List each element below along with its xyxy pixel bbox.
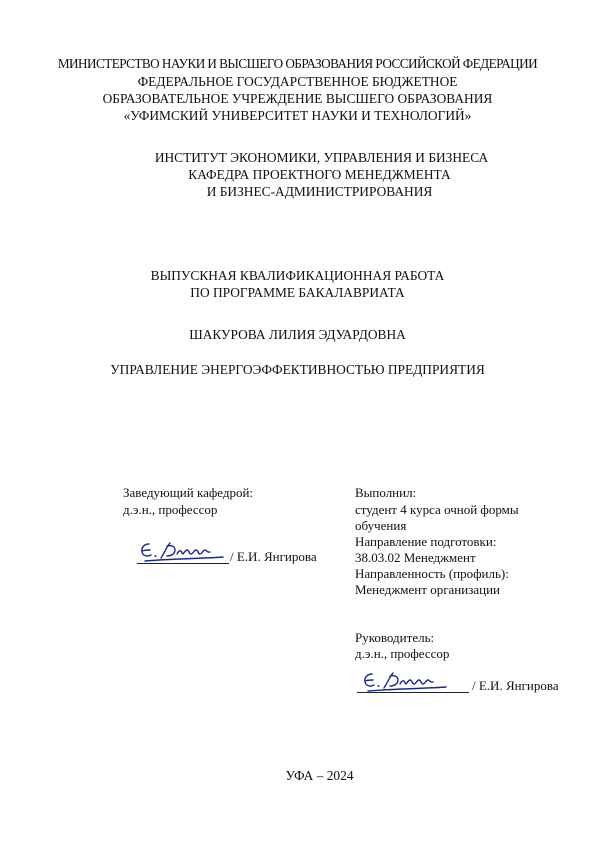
ministry-line: МИНИСТЕРСТВО НАУКИ И ВЫСШЕГО ОБРАЗОВАНИЯ РОССИЙСКОЙ ФЕДЕРАЦИИ <box>57 56 538 71</box>
institution-line-1: ФЕДЕРАЛЬНОЕ ГОСУДАРСТВЕННОЕ БЮДЖЕТНОЕ <box>137 74 458 89</box>
work-title: УПРАВЛЕНИЕ ЭНЕРГОЭФФЕКТИВНОСТЬЮ ПРЕДПРИЯТИЯ <box>110 362 485 377</box>
direction-label: Направление подготовки: <box>355 534 497 549</box>
work-type-line-2: ПО ПРОГРАММЕ БАКАЛАВРИАТА <box>190 285 405 300</box>
supervisor-role-label: Руководитель: <box>355 630 435 645</box>
performer-course: студент 4 курса очной формы <box>355 502 519 517</box>
city-year: УФА – 2024 <box>285 768 354 783</box>
institution-line-2: ОБРАЗОВАТЕЛЬНОЕ УЧРЕЖДЕНИЕ ВЫСШЕГО ОБРАЗОВАНИЯ <box>102 91 493 106</box>
supervisor-name: / Е.И. Янгирова <box>472 678 559 693</box>
profile-label: Направленность (профиль): <box>355 566 509 581</box>
head-role-label: Заведующий кафедрой: <box>123 485 254 500</box>
supervisor-signature <box>360 668 452 696</box>
performer-role-label: Выполнил: <box>355 485 417 500</box>
institute-name: ИНСТИТУТ ЭКОНОМИКИ, УПРАВЛЕНИЯ И БИЗНЕСА <box>154 150 489 165</box>
supervisor-degree: д.э.н., профессор <box>355 646 450 661</box>
head-signature <box>137 538 229 566</box>
performer-study-form: обучения <box>355 518 407 533</box>
head-name: / Е.И. Янгирова <box>230 549 317 564</box>
profile-value: Менеджмент организации <box>355 582 500 597</box>
author-name: ШАКУРОВА ЛИЛИЯ ЭДУАРДОВНА <box>189 327 406 342</box>
work-type-line-1: ВЫПУСКНАЯ КВАЛИФИКАЦИОННАЯ РАБОТА <box>150 268 445 283</box>
department-line-2: И БИЗНЕС-АДМИНИСТРИРОВАНИЯ <box>206 184 433 199</box>
head-degree: д.э.н., профессор <box>123 502 218 517</box>
university-name: «УФИМСКИЙ УНИВЕРСИТЕТ НАУКИ И ТЕХНОЛОГИЙ» <box>123 108 472 123</box>
direction-value: 38.03.02 Менеджмент <box>355 550 476 565</box>
department-line-1: КАФЕДРА ПРОЕКТНОГО МЕНЕДЖМЕНТА <box>188 167 451 182</box>
